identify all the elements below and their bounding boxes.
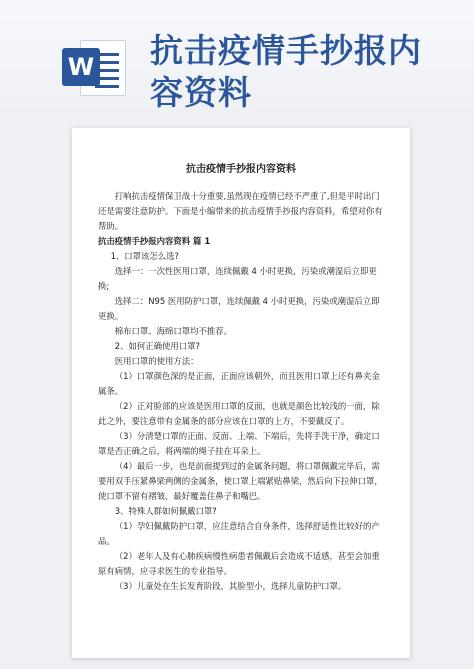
paragraph: 医用口罩的使用方法： (114, 356, 199, 366)
paragraph: （3）分清楚口罩的正面、反面、上端、下端后，先将手洗干净，确定口罩是否正确之后，将两端的绳子挂在耳朵上。 (98, 431, 380, 456)
paragraph: （3）儿童处在生长发育阶段，其脸型小，选择儿童防护口罩。 (114, 581, 347, 591)
paragraph: 棉布口罩、海绵口罩均不推荐。 (114, 326, 233, 336)
word-document-icon (62, 38, 124, 96)
paragraph: （2）正对脸部的应该是医用口罩的反面，也就是颜色比较浅的一面，除此之外，要注意带有金属条的部分应该在口罩的上方，不要戴反了。 (98, 401, 380, 426)
document-page (72, 128, 410, 658)
intro-paragraph: 打响抗击疫情保卫战十分重要,虽然现在疫情已经不严重了,但是平时出门还是需要注意防护。下面是小编带来的抗击疫情手抄报内容资料，希望对你有帮助。 (98, 191, 383, 231)
paragraph: 选择二：N95 医用防护口罩，连续佩戴 4 小时更换，污染或潮湿后立即更换。 (98, 296, 380, 321)
paragraph: 2、如何正确使用口罩? (114, 341, 200, 351)
paragraph: （4）最后一步，也是前面提到过的金属条问题，将口罩佩戴完毕后，需要用双手压紧鼻梁两侧的金属条，使口罩上端紧贴鼻梁，然后向下拉伸口罩，使口罩不留有褶皱，最好覆盖住鼻子和嘴巴。 (98, 461, 383, 501)
banner-title (150, 30, 450, 114)
paragraph: （1）口罩颜色深的是正面，正面应该朝外，而且医用口罩上还有鼻夹金属条。 (98, 371, 380, 396)
paragraph: 选择一：一次性医用口罩，连续佩戴 4 小时更换，污染或潮湿后立即更换; (98, 266, 377, 291)
paragraph: （2）老年人及有心肺疾病慢性病患者佩戴后会造成不适感，甚至会加重原有病情，应寻求医生的专业指导。 (98, 551, 380, 576)
paragraph: 3、特殊人群如何佩戴口罩? (114, 506, 217, 516)
banner-title-line1: 抗击疫情手抄报内 (150, 31, 422, 70)
word-badge: W (62, 48, 100, 86)
paragraph: 1、口罩该怎么选? (110, 251, 179, 261)
paragraph: （1）孕妇佩戴防护口罩，应注意结合自身条件，选择舒适性比较好的产品。 (98, 521, 380, 546)
banner-title-line2: 容资料 (150, 73, 252, 112)
document-title: 抗击疫情手抄报内容资料 (186, 164, 296, 175)
banner (0, 0, 474, 118)
section-heading: 抗击疫情手抄报内容资料 篇 1 (98, 236, 211, 246)
